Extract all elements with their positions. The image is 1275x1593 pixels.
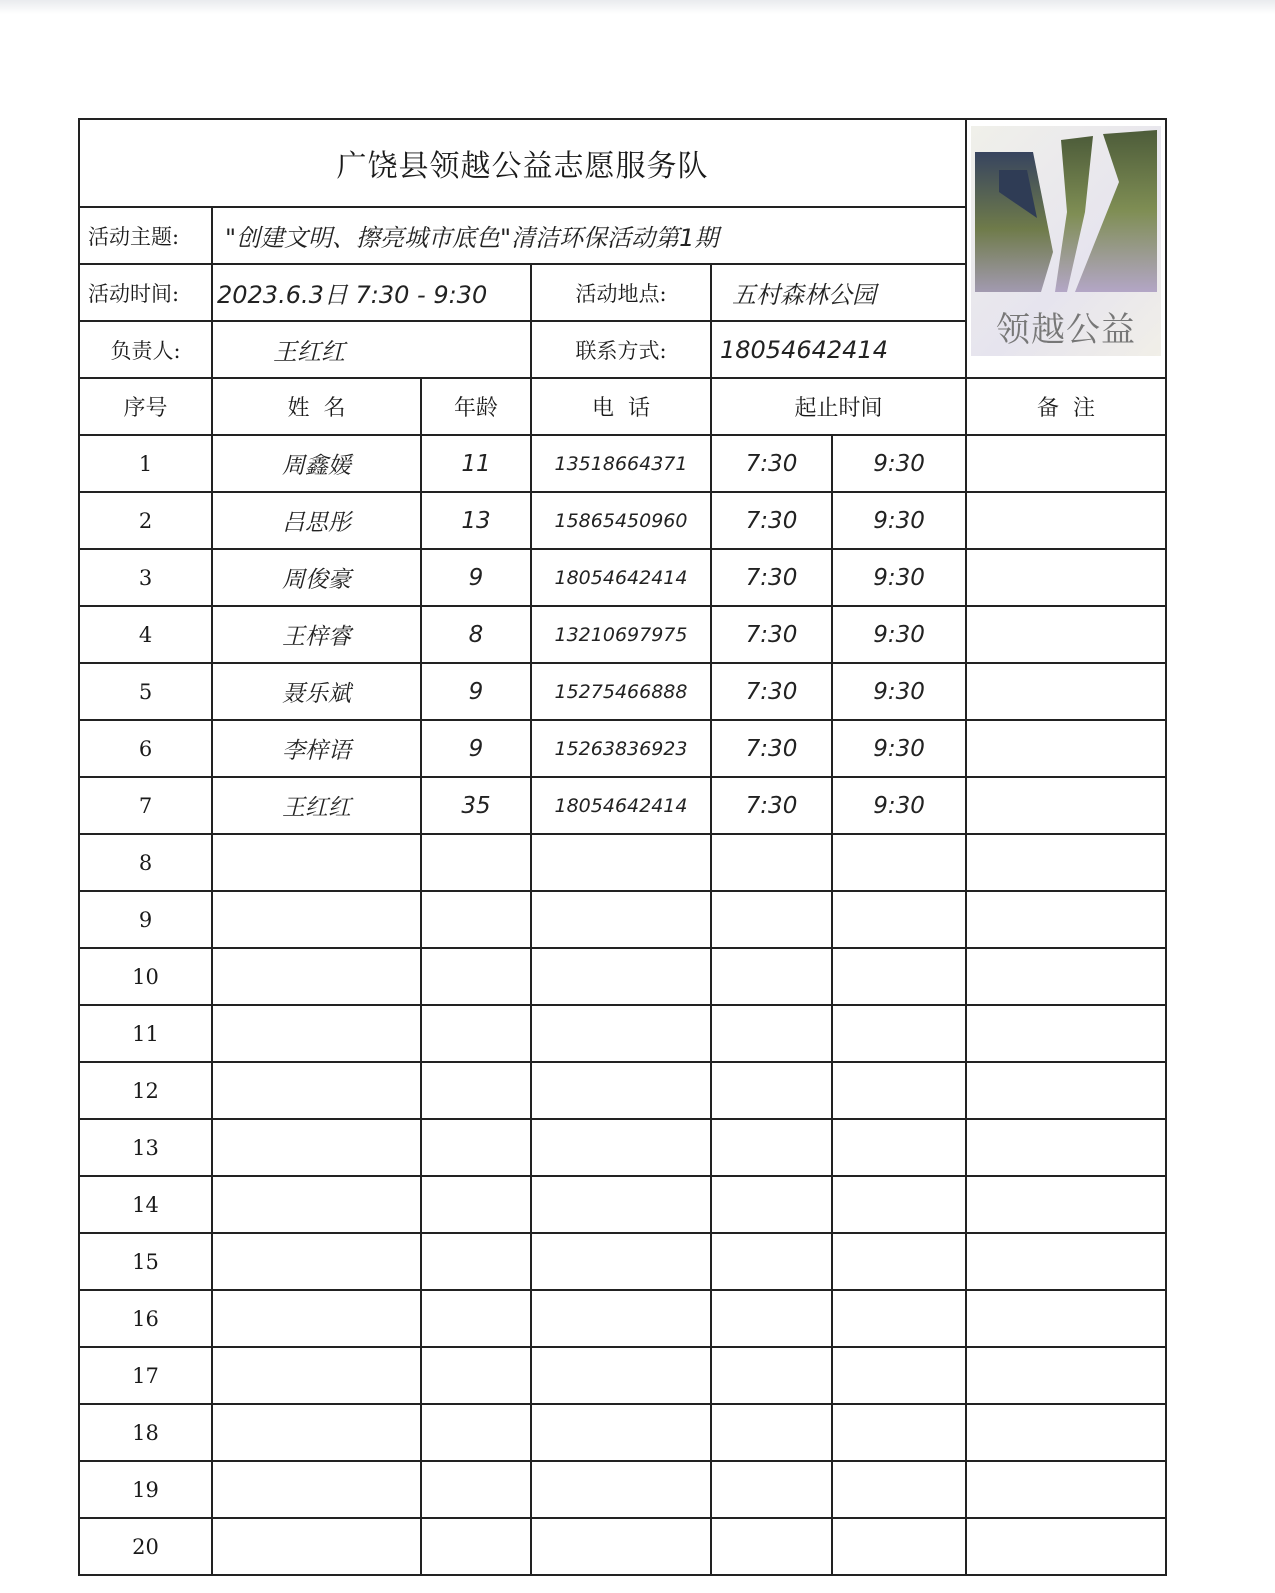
row-number: 9 [79, 891, 212, 948]
note-cell [966, 1176, 1166, 1233]
name-cell: 周俊豪 [212, 549, 421, 606]
note-cell [966, 1005, 1166, 1062]
start-time-cell [711, 1005, 832, 1062]
age-cell [421, 1233, 531, 1290]
logo [966, 119, 1166, 378]
age-cell [421, 891, 531, 948]
row-number: 3 [79, 549, 212, 606]
row-number: 15 [79, 1233, 212, 1290]
contact-label: 联系方式: [531, 321, 711, 378]
phone-cell: 15275466888 [531, 663, 711, 720]
phone-cell [531, 1233, 711, 1290]
phone-cell [531, 1347, 711, 1404]
table-row [79, 1119, 1166, 1176]
name-cell [212, 1347, 421, 1404]
age-cell [421, 1176, 531, 1233]
phone-cell: 18054642414 [531, 777, 711, 834]
phone-cell: 13518664371 [531, 435, 711, 492]
start-time-cell [711, 1518, 832, 1575]
note-cell [966, 1062, 1166, 1119]
owner-value: 王红红 [212, 321, 531, 378]
end-time-cell: 9:30 [832, 492, 966, 549]
note-cell [966, 777, 1166, 834]
place-value: 五村森林公园 [711, 264, 966, 321]
end-time-cell [832, 1119, 966, 1176]
end-time-cell: 9:30 [832, 720, 966, 777]
row-number: 17 [79, 1347, 212, 1404]
age-cell: 9 [421, 663, 531, 720]
note-cell [966, 1518, 1166, 1575]
end-time-cell [832, 1062, 966, 1119]
row-number: 2 [79, 492, 212, 549]
age-cell: 35 [421, 777, 531, 834]
table-row [79, 549, 1166, 606]
start-time-cell: 7:30 [711, 492, 832, 549]
end-time-cell [832, 891, 966, 948]
table-row [79, 891, 1166, 948]
phone-cell [531, 834, 711, 891]
phone-cell [531, 1518, 711, 1575]
start-time-cell [711, 948, 832, 1005]
table-row [79, 948, 1166, 1005]
phone-cell [531, 891, 711, 948]
age-cell: 9 [421, 720, 531, 777]
start-time-cell: 7:30 [711, 435, 832, 492]
end-time-cell [832, 1518, 966, 1575]
volunteer-sign-in-form [78, 118, 1167, 1576]
age-cell: 8 [421, 606, 531, 663]
start-time-cell [711, 1347, 832, 1404]
name-cell [212, 1404, 421, 1461]
end-time-cell: 9:30 [832, 777, 966, 834]
note-cell [966, 720, 1166, 777]
name-cell [212, 948, 421, 1005]
start-time-cell [711, 1404, 832, 1461]
start-time-cell [711, 1062, 832, 1119]
note-cell [966, 663, 1166, 720]
phone-cell [531, 1404, 711, 1461]
theme-label: 活动主题: [79, 207, 212, 264]
note-cell [966, 549, 1166, 606]
end-time-cell [832, 834, 966, 891]
age-cell: 11 [421, 435, 531, 492]
row-number: 10 [79, 948, 212, 1005]
phone-cell [531, 1176, 711, 1233]
row-number: 20 [79, 1518, 212, 1575]
name-cell [212, 1119, 421, 1176]
col-header-phone: 电 话 [531, 378, 711, 435]
place-label: 活动地点: [531, 264, 711, 321]
row-number: 13 [79, 1119, 212, 1176]
col-header-time: 起止时间 [711, 378, 966, 435]
name-cell: 聂乐斌 [212, 663, 421, 720]
row-number: 11 [79, 1005, 212, 1062]
name-cell [212, 834, 421, 891]
row-number: 12 [79, 1062, 212, 1119]
theme-value: "创建文明、擦亮城市底色"清洁环保活动第1期 [212, 207, 966, 264]
note-cell [966, 1233, 1166, 1290]
end-time-cell: 9:30 [832, 606, 966, 663]
phone-cell [531, 1119, 711, 1176]
age-cell: 13 [421, 492, 531, 549]
name-cell [212, 1233, 421, 1290]
start-time-cell: 7:30 [711, 549, 832, 606]
table-row [79, 1461, 1166, 1518]
table-row [79, 834, 1166, 891]
phone-cell: 15263836923 [531, 720, 711, 777]
row-number: 1 [79, 435, 212, 492]
start-time-cell [711, 1119, 832, 1176]
age-cell [421, 1461, 531, 1518]
note-cell [966, 948, 1166, 1005]
phone-cell [531, 1062, 711, 1119]
row-number: 14 [79, 1176, 212, 1233]
name-cell: 李梓语 [212, 720, 421, 777]
end-time-cell [832, 1461, 966, 1518]
end-time-cell [832, 948, 966, 1005]
col-header-name: 姓 名 [212, 378, 421, 435]
age-cell [421, 1404, 531, 1461]
time-value: 2023.6.3日 7:30 - 9:30 [212, 264, 531, 321]
note-cell [966, 834, 1166, 891]
name-cell [212, 1461, 421, 1518]
note-cell [966, 1119, 1166, 1176]
note-cell [966, 1461, 1166, 1518]
start-time-cell [711, 1233, 832, 1290]
row-number: 5 [79, 663, 212, 720]
phone-cell: 13210697975 [531, 606, 711, 663]
phone-cell: 15865450960 [531, 492, 711, 549]
age-cell: 9 [421, 549, 531, 606]
col-header-no: 序号 [79, 378, 212, 435]
table-row [79, 606, 1166, 663]
owner-label: 负责人: [79, 321, 212, 378]
table-row [79, 1233, 1166, 1290]
name-cell [212, 1518, 421, 1575]
note-cell [966, 891, 1166, 948]
age-cell [421, 1290, 531, 1347]
end-time-cell: 9:30 [832, 549, 966, 606]
table-row [79, 663, 1166, 720]
table-row [79, 777, 1166, 834]
org-title: 广饶县领越公益志愿服务队 [79, 119, 966, 207]
row-number: 4 [79, 606, 212, 663]
start-time-cell [711, 1176, 832, 1233]
age-cell [421, 1518, 531, 1575]
row-number: 7 [79, 777, 212, 834]
start-time-cell: 7:30 [711, 606, 832, 663]
name-cell: 王梓睿 [212, 606, 421, 663]
table-row [79, 435, 1166, 492]
end-time-cell [832, 1176, 966, 1233]
name-cell: 吕思彤 [212, 492, 421, 549]
note-cell [966, 1290, 1166, 1347]
age-cell [421, 1347, 531, 1404]
age-cell [421, 834, 531, 891]
name-cell [212, 1176, 421, 1233]
note-cell [966, 1347, 1166, 1404]
phone-cell: 18054642414 [531, 549, 711, 606]
table-row [79, 1176, 1166, 1233]
phone-cell [531, 948, 711, 1005]
name-cell: 王红红 [212, 777, 421, 834]
end-time-cell [832, 1233, 966, 1290]
age-cell [421, 948, 531, 1005]
name-cell [212, 1062, 421, 1119]
start-time-cell: 7:30 [711, 663, 832, 720]
row-number: 6 [79, 720, 212, 777]
note-cell [966, 492, 1166, 549]
start-time-cell: 7:30 [711, 777, 832, 834]
note-cell [966, 606, 1166, 663]
age-cell [421, 1119, 531, 1176]
age-cell [421, 1005, 531, 1062]
row-number: 19 [79, 1461, 212, 1518]
contact-value: 18054642414 [711, 321, 966, 378]
age-cell [421, 1062, 531, 1119]
end-time-cell [832, 1347, 966, 1404]
table-row [79, 1347, 1166, 1404]
end-time-cell: 9:30 [832, 435, 966, 492]
end-time-cell [832, 1404, 966, 1461]
table-row [79, 1062, 1166, 1119]
table-row [79, 1290, 1166, 1347]
v-stripes-logo-icon [971, 126, 1161, 356]
end-time-cell [832, 1005, 966, 1062]
col-header-age: 年龄 [421, 378, 531, 435]
scan-edge [0, 0, 1275, 14]
row-number: 8 [79, 834, 212, 891]
end-time-cell: 9:30 [832, 663, 966, 720]
name-cell: 周鑫媛 [212, 435, 421, 492]
start-time-cell [711, 891, 832, 948]
note-cell [966, 435, 1166, 492]
table-row [79, 1005, 1166, 1062]
start-time-cell: 7:30 [711, 720, 832, 777]
start-time-cell [711, 1290, 832, 1347]
table-row [79, 492, 1166, 549]
phone-cell [531, 1005, 711, 1062]
table-row [79, 1404, 1166, 1461]
phone-cell [531, 1461, 711, 1518]
end-time-cell [832, 1290, 966, 1347]
start-time-cell [711, 834, 832, 891]
table-row [79, 720, 1166, 777]
table-row [79, 1518, 1166, 1575]
row-number: 18 [79, 1404, 212, 1461]
logo-text: 领越公益 [996, 310, 1137, 350]
note-cell [966, 1404, 1166, 1461]
name-cell [212, 891, 421, 948]
col-header-note: 备 注 [966, 378, 1166, 435]
phone-cell [531, 1290, 711, 1347]
name-cell [212, 1290, 421, 1347]
table-header [79, 378, 1166, 435]
name-cell [212, 1005, 421, 1062]
start-time-cell [711, 1461, 832, 1518]
row-number: 16 [79, 1290, 212, 1347]
time-label: 活动时间: [79, 264, 212, 321]
